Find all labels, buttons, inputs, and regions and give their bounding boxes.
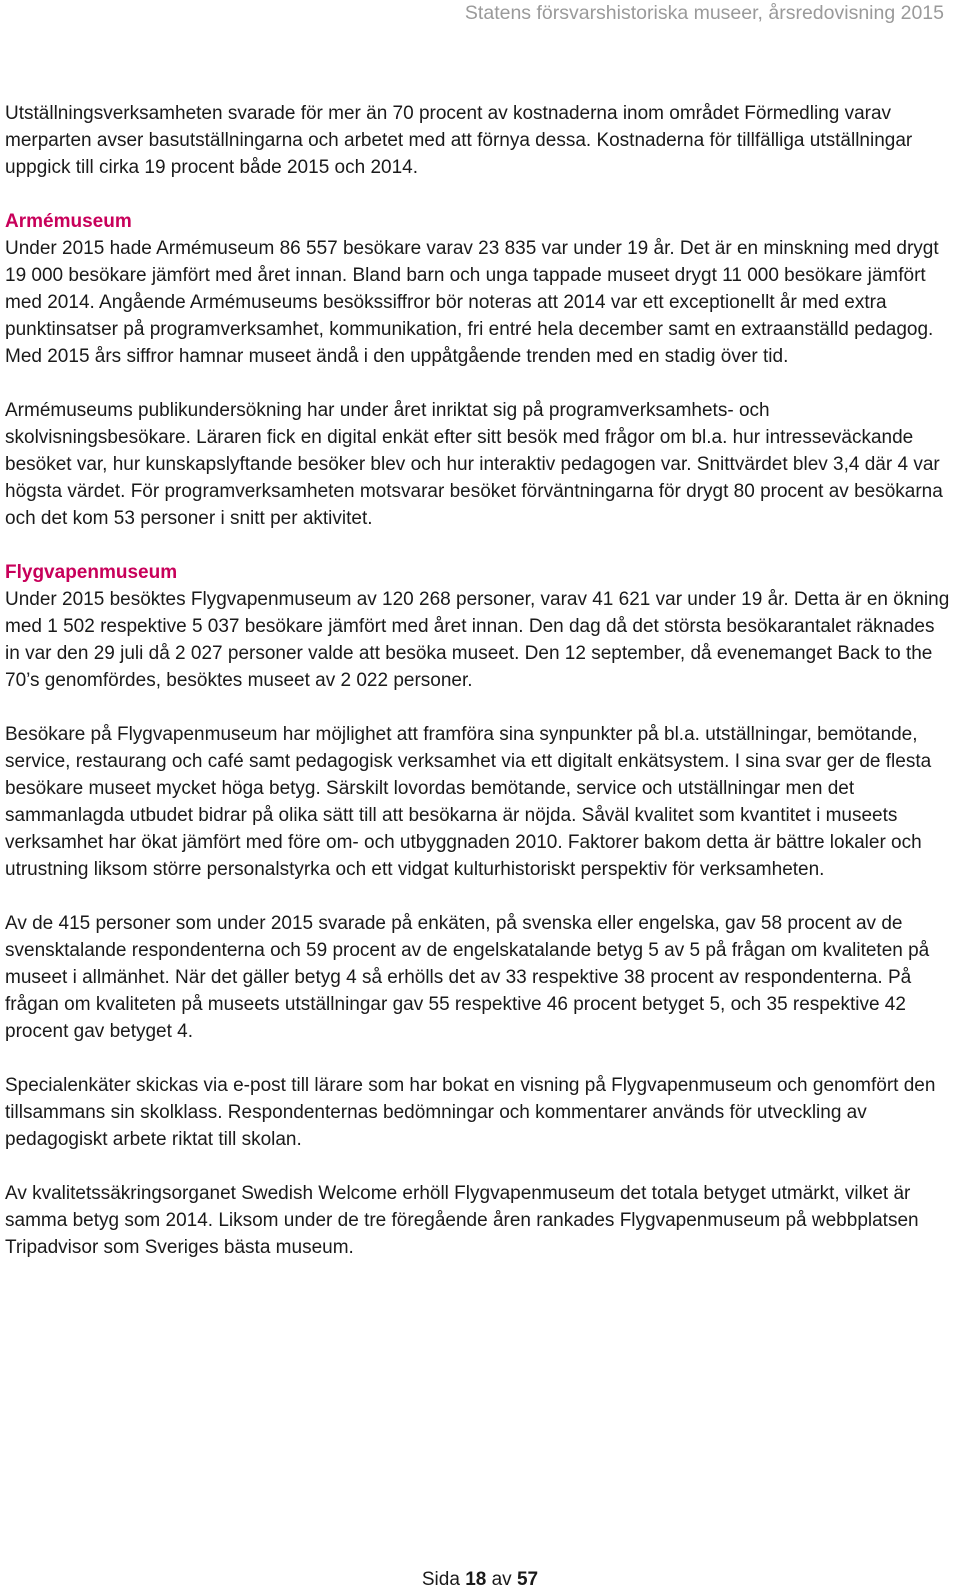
page-body [5,100,950,1261]
page-total: 57 [516,1569,539,1590]
page-label: Sida [421,1569,460,1590]
paragraph-gap [5,370,950,397]
flygvapenmuseum-paragraph-5: Av kvalitetssäkringsorganet Swedish Welcome erhöll Flygvapenmuseum det totala betyget utmärkt, vilket är samma betyg som 2014. Liksom under de tre föregående åren rankades Flygvapenmuseum på webbplatsen Tripadvisor som Sveriges bästa museum. [5,1183,919,1258]
running-header: Statens försvarshistoriska museer, årsredovisning 2015 [464,2,944,24]
armemuseum-paragraph-2: Armémuseums publikundersökning har under året inriktat sig på programverksamhets- och skolvisningsbesökare. Läraren fick en digital enkät efter sitt besök med frågor om bl.a. hur intresseväckande besöket var, hur kunskapslyftande besöker blev och hur interaktiv pedagogen var. Snittvärdet blev 3,4 där 4 var högsta värdet. För programverksamheten motsvarar besöket förväntningarna för drygt 80 procent av besökarna och det kom 53 personer i snitt per aktivitet. [5,400,943,529]
page-footer [0,1568,960,1592]
intro-paragraph: Utställningsverksamheten svarade för mer än 70 procent av kostnaderna inom området Förmedling varav merparten avser basutställningarna och arbetet med att förnya dessa. Kostnaderna för tillfälliga utställningar uppgick till cirka 19 procent både 2015 och 2014. [5,103,913,178]
section-heading-armemuseum: Armémuseum [5,211,132,232]
flygvapenmuseum-paragraph-3: Av de 415 personer som under 2015 svarade på enkäten, på svenska eller engelska, gav 58 procent av de svensktalande respondenterna och 59 procent av de engelskatalande betyg 5 av 5 på frågan om kvaliteten på museet i allmänhet. När det gäller betyg 4 så erhölls det av 33 respektive 38 procent av respondenterna. På frågan om kvaliteten på museets utställningar gav 55 respektive 46 procent betyget 5, och 35 respektive 42 procent gav betyget 4. [5,913,930,1042]
paragraph-gap [5,532,950,559]
page-separator: av [491,1569,512,1590]
paragraph-gap [5,181,950,208]
paragraph-gap [5,883,950,910]
paragraph-gap [5,1045,950,1072]
section-heading-flygvapenmuseum: Flygvapenmuseum [5,562,178,583]
paragraph-gap [5,694,950,721]
page-number: 18 [465,1569,487,1590]
flygvapenmuseum-paragraph-4: Specialenkäter skickas via e-post till lärare som har bokat en visning på Flygvapenmuseum och genomfört den tillsammans sin skolklass. Respondenternas bedömningar och kommentarer används för utveckling av pedagogiskt arbete riktat till skolan. [5,1075,936,1150]
flygvapenmuseum-paragraph-2: Besökare på Flygvapenmuseum har möjlighet att framföra sina synpunkter på bl.a. utställningar, bemötande, service, restaurang och café samt pedagogisk verksamhet via ett digitalt enkätsystem. I sina svar ger de flesta besökare museet mycket höga betyg. Särskilt lovordas bemötande, service och utställningar men det sammanlagda utbudet bidrar på olika sätt till att besökarna är nöjda. Såväl kvalitet som kvantitet i museets verksamhet har ökat jämfört med före om- och utbyggnaden 2010. Faktorer bakom detta är bättre lokaler och utrustning liksom större personalstyrka och ett vidgat kulturhistoriskt perspektiv för verksamheten. [5,724,932,880]
paragraph-gap [5,1153,950,1180]
armemuseum-paragraph-1: Under 2015 hade Armémuseum 86 557 besökare varav 23 835 var under 19 år. Det är en minskning med drygt 19 000 besökare jämfört med året innan. Bland barn och unga tappade museet drygt 11 000 besökare jämfört med 2014. Angående Armémuseums besökssiffror bör noteras att 2014 var ett exceptionellt år med extra punktinsatser på programverksamhet, kommunikation, fri entré hela december samt en extraanställd pedagog. Med 2015 års siffror hamnar museet ändå i den uppåtgående trenden med en stadig över tid. [5,238,939,367]
flygvapenmuseum-paragraph-1: Under 2015 besöktes Flygvapenmuseum av 120 268 personer, varav 41 621 var under 19 år. Detta är en ökning med 1 502 respektive 5 037 besökare jämfört med året innan. Den dag då det största besökarantalet räknades in var den 29 juli då 2 027 personer valde att besöka museet. Den 12 september, då evenemanget Back to the 70’s genomfördes, besöktes museet av 2 022 personer. [5,589,950,691]
